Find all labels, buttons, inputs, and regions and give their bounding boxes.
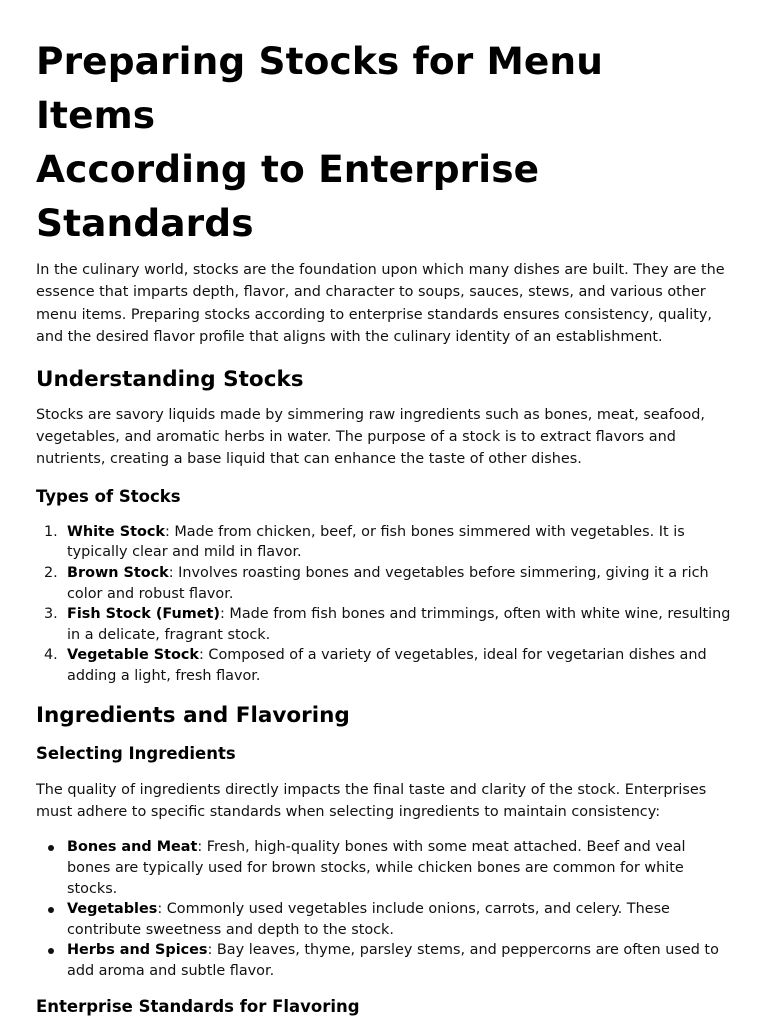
list-item-term: Herbs and Spices xyxy=(67,942,208,959)
page-title-line-2: According to Enterprise Standards xyxy=(36,147,540,245)
list-item xyxy=(36,940,732,981)
list-item-term: Vegetables xyxy=(67,901,158,918)
page-title-line-1: Preparing Stocks for Menu Items xyxy=(36,39,604,137)
list-item-description: : Commonly used vegetables include onions, carrots, and celery. These contribute sweetness and depth to the stock. xyxy=(67,901,670,938)
list-item xyxy=(36,645,732,686)
ingredients-flavoring-heading: Ingredients and Flavoring xyxy=(36,702,350,728)
list-item-term: Brown Stock xyxy=(67,565,169,582)
intro-paragraph: In the culinary world, stocks are the foundation upon which many dishes are built. They are the essence that imparts depth, flavor, and character to soups, sauces, stews, and various other menu items. Preparing stocks according to enterprise standards ensures consistency, quality, and the desired flavor profile that aligns with the culinary identity of an establishment. xyxy=(36,262,725,346)
list-item-description: : Made from fish bones and trimmings, often with white wine, resulting in a delicate, fragrant stock. xyxy=(67,606,731,643)
list-item xyxy=(36,837,732,899)
stock-types-list xyxy=(36,522,732,687)
list-item-description: : Made from chicken, beef, or fish bones simmered with vegetables. It is typically clear and mild in flavor. xyxy=(67,523,685,561)
list-item-description: : Composed of a variety of vegetables, ideal for vegetarian dishes and adding a light, fresh flavor. xyxy=(67,647,707,684)
list-item xyxy=(36,899,732,940)
page-title xyxy=(36,34,732,250)
list-item-term: Fish Stock (Fumet) xyxy=(67,606,220,623)
list-item-term: Bones and Meat xyxy=(67,839,198,856)
list-marker: 1. xyxy=(44,523,58,540)
list-item xyxy=(36,604,732,645)
bullet-icon xyxy=(48,845,54,851)
list-marker: 4. xyxy=(44,647,58,664)
list-item-term: Vegetable Stock xyxy=(67,647,199,664)
list-marker: 3. xyxy=(44,606,58,623)
understanding-stocks-heading: Understanding Stocks xyxy=(36,366,304,392)
enterprise-standards-heading: Enterprise Standards for Flavoring xyxy=(36,996,360,1016)
selecting-ingredients-paragraph: The quality of ingredients directly impacts the final taste and clarity of the stock. Enterprises must adhere to specific standards when selecting ingredients to maintain consistency: xyxy=(36,781,707,820)
bullet-icon xyxy=(48,948,54,954)
types-of-stocks-heading: Types of Stocks xyxy=(36,486,181,506)
list-marker: 2. xyxy=(44,565,58,582)
bullet-icon xyxy=(48,907,54,913)
list-item-term: White Stock xyxy=(67,523,165,540)
understanding-stocks-paragraph: Stocks are savory liquids made by simmering raw ingredients such as bones, meat, seafood, vegetables, and aromatic herbs in water. The purpose of a stock is to extract flavors and nutrients, creating a base liquid that can enhance the taste of other dishes. xyxy=(36,406,705,468)
list-item xyxy=(36,563,732,604)
list-item-description: : Involves roasting bones and vegetables before simmering, giving it a rich color and robust flavor. xyxy=(67,565,709,602)
list-item xyxy=(36,522,732,563)
selecting-ingredients-heading: Selecting Ingredients xyxy=(36,743,236,763)
ingredients-list xyxy=(36,837,732,981)
list-item-description: : Bay leaves, thyme, parsley stems, and peppercorns are often used to add aroma and subtle flavor. xyxy=(67,942,719,979)
list-item-description: : Fresh, high-quality bones with some meat attached. Beef and veal bones are typically used for brown stocks, while chicken bones are common for white stocks. xyxy=(67,839,686,897)
